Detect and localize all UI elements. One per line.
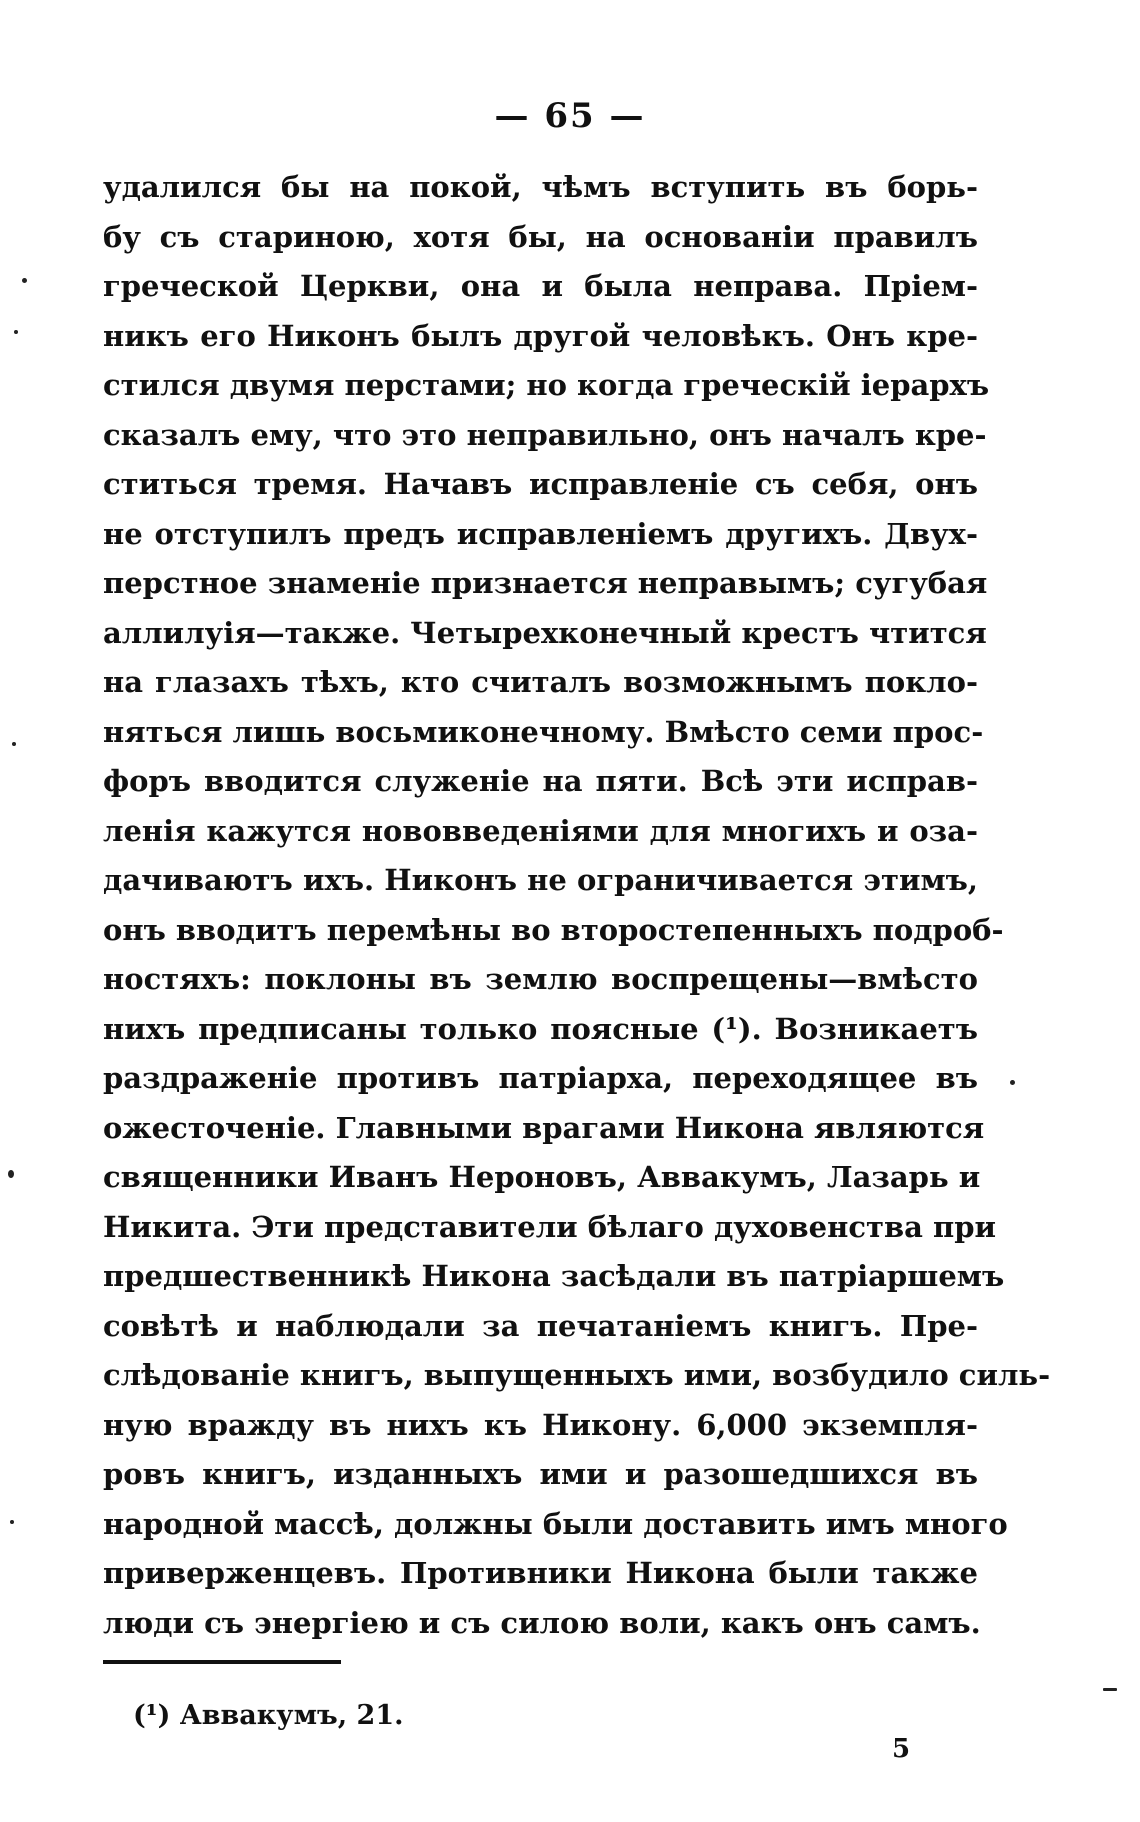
scan-speck bbox=[10, 1520, 14, 1524]
text-line: слѣдованiе книгъ, выпущенныхъ ими, возбудило силь- bbox=[103, 1358, 1051, 1392]
text-line: няться лишь восьмиконечному. Вмѣсто семи прос- bbox=[103, 714, 984, 749]
text-line: аллилуiя—также. Четырехконечный крестъ чтится bbox=[103, 615, 987, 650]
text-line: сказалъ ему, что это неправильно, онъ началъ кре- bbox=[103, 417, 987, 452]
text-line: ностяхъ: поклоны въ землю воспрещены—вмѣсто bbox=[103, 962, 978, 996]
scan-speck bbox=[1103, 1688, 1117, 1691]
scan-speck bbox=[8, 1170, 14, 1178]
text-line: совѣтѣ и наблюдали за печатанiемъ книгъ. Пре- bbox=[103, 1308, 978, 1343]
scan-speck bbox=[14, 330, 18, 334]
text-line: не отступилъ предъ исправленiемъ другихъ. Двух- bbox=[103, 516, 978, 551]
text-line: Никита. Эти представители бѣлаго духовенства при bbox=[103, 1209, 996, 1244]
text-line: форъ вводится служенiе на пяти. Всѣ эти исправ- bbox=[103, 764, 978, 798]
text-line: бу съ стариною, хотя бы, на основанiи правилъ bbox=[103, 219, 978, 254]
text-line: ленiя кажутся нововведенiями для многихъ и оза- bbox=[103, 813, 978, 848]
text-line: онъ вводитъ перемѣны во второстепенныхъ подроб- bbox=[103, 912, 1004, 947]
text-line: ную вражду въ нихъ къ Никону. 6,000 экземпля- bbox=[103, 1407, 978, 1442]
text-line: нихъ предписаны только поясные (¹). Возникаетъ bbox=[103, 1011, 978, 1046]
text-line: на глазахъ тѣхъ, кто считалъ возможнымъ покло- bbox=[103, 665, 978, 699]
text-line: никъ его Никонъ былъ другой человѣкъ. Онъ кре- bbox=[103, 318, 978, 353]
signature-mark: 5 bbox=[892, 1734, 911, 1764]
text-line: греческой Церкви, она и была неправа. Прiем- bbox=[103, 269, 978, 303]
text-line: раздраженiе противъ патрiарха, переходящее въ bbox=[103, 1061, 978, 1095]
scan-speck bbox=[22, 278, 27, 283]
text-line: священники Иванъ Нероновъ, Аввакумъ, Лазарь и bbox=[103, 1160, 981, 1194]
scan-speck bbox=[1010, 1080, 1015, 1085]
text-line: стился двумя перстами; но когда греческiй iерархъ bbox=[103, 368, 990, 402]
scan-speck bbox=[12, 742, 16, 746]
text-line: удалился бы на покой, чѣмъ вступить въ борь- bbox=[103, 170, 978, 204]
body-text bbox=[103, 163, 1051, 1648]
text-line: перстное знаменiе признается неправымъ; сугубая bbox=[103, 566, 988, 600]
page-number: — 65 — bbox=[494, 96, 646, 136]
footnote-divider bbox=[103, 1660, 341, 1664]
text-line: ститься тремя. Начавъ исправленiе съ себя, онъ bbox=[103, 467, 978, 501]
footnote: (¹) Аввакумъ, 21. bbox=[133, 1700, 404, 1731]
text-line: ровъ книгъ, изданныхъ ими и разошедшихся въ bbox=[103, 1457, 978, 1491]
text-line: предшественникѣ Никона засѣдали въ патрiаршемъ bbox=[103, 1259, 1005, 1293]
text-line: народной массѣ, должны были доставить имъ много bbox=[103, 1506, 1008, 1541]
text-line: ожесточенiе. Главными врагами Никона являются bbox=[103, 1110, 985, 1145]
text-line: приверженцевъ. Противники Никона были также bbox=[103, 1556, 978, 1590]
text-line: люди съ энергiею и съ силою воли, какъ онъ самъ. bbox=[103, 1605, 981, 1640]
text-line: дачиваютъ ихъ. Никонъ не ограничивается этимъ, bbox=[103, 863, 978, 897]
